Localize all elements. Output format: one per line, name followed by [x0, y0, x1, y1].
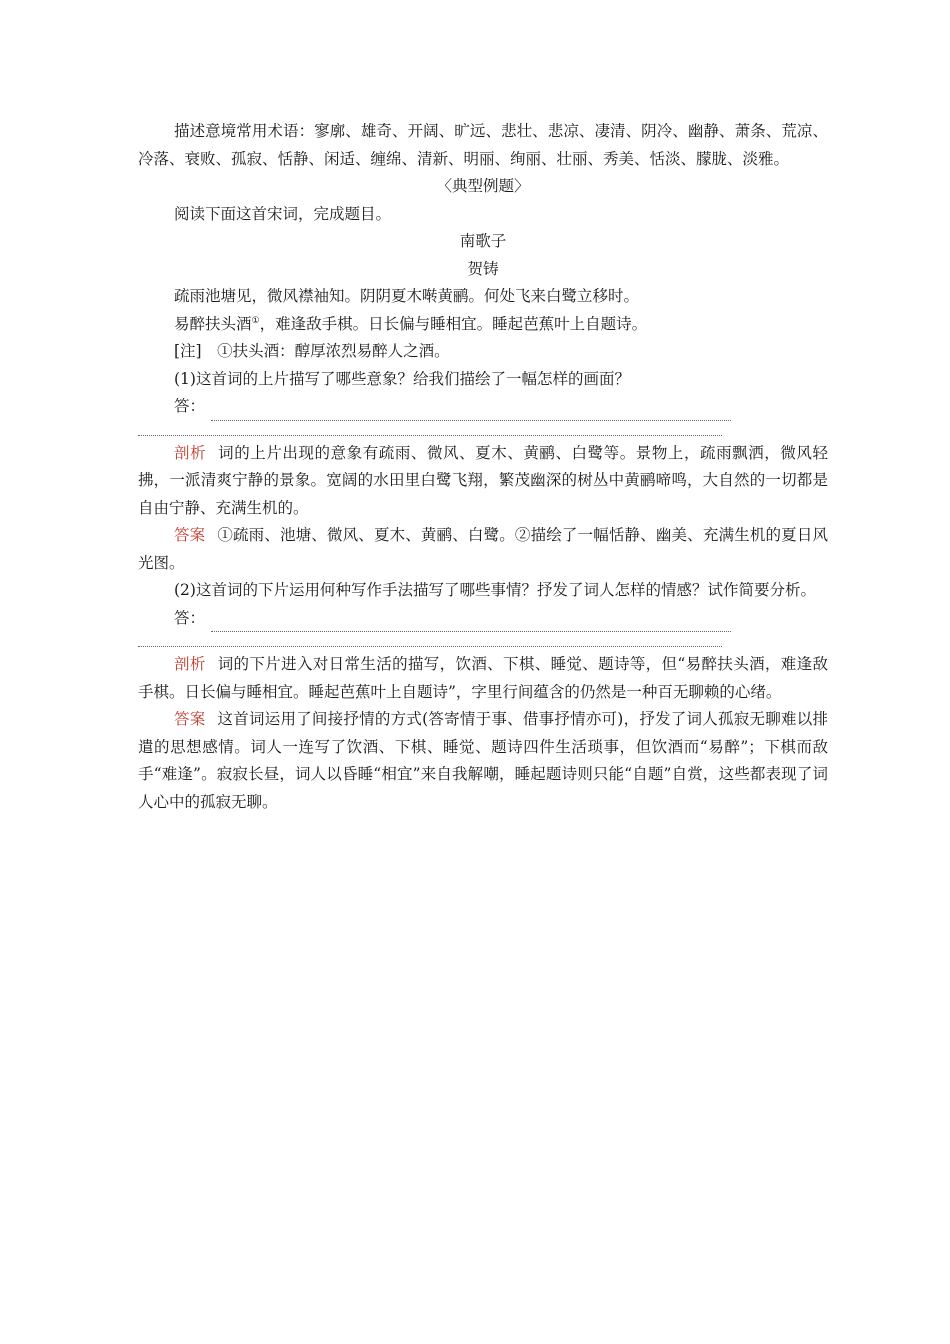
answer-text-2: 这首词运用了间接抒情的方式(答寄情于事、借事抒情亦可)，抒发了词人孤寂无聊难以排遣的思想感情。词人一连写了饮酒、下棋、睡觉、题诗四件生活琐事，但饮酒而“易醉”；下棋而敌手“难逢”。寂寂长昼，词人以昏睡“相宜”来自我解嘲，睡起题诗则只能“自题”自赏，这些都表现了词人心中的孤寂无聊。 — [138, 710, 828, 811]
poem-line-2-part-a: 易醉扶头酒 — [174, 314, 252, 333]
answer-label-2: 答案 — [174, 710, 206, 728]
question-1: (1)这首词的上片描写了哪些意象？给我们描绘了一幅怎样的画面？ — [174, 369, 630, 388]
answer-line-1[interactable] — [211, 404, 731, 421]
analysis-2 — [138, 651, 828, 706]
answer-text-1: ①疏雨、池塘、微风、夏木、黄鹂、白鹭。②描绘了一幅恬静、幽美、充满生机的夏日风光图。 — [138, 526, 828, 572]
terms-paragraph: 描述意境常用术语：寥廓、雄奇、开阔、旷远、悲壮、悲凉、凄清、阴冷、幽静、萧条、荒凉、冷落、衰败、孤寂、恬静、闲适、缠绵、清新、明丽、绚丽、壮丽、秀美、恬淡、朦胧、淡雅。 — [138, 122, 828, 168]
answer-line-2[interactable] — [211, 615, 731, 632]
answer-2 — [138, 706, 828, 816]
poem-author: 贺铸 — [467, 259, 499, 278]
answer-label-1: 答案 — [174, 526, 206, 544]
answer-prefix-2: 答： — [174, 608, 206, 627]
question-2: (2)这首词的下片运用何种写作手法描写了哪些事情？抒发了词人怎样的情感？试作简要分析。 — [174, 581, 816, 599]
poem-line-1: 疏雨池塘见，微风襟袖知。阴阴夏木啭黄鹂。何处飞来白鹭立移时。 — [174, 287, 640, 305]
section-heading: 〈典型例题〉 — [436, 177, 530, 195]
document-page — [138, 118, 828, 816]
analysis-text-1: 词的上片出现的意象有疏雨、微风、夏木、黄鹂、白鹭等。景物上，疏雨飘洒，微风轻拂，一派清爽宁静的景象。宽阔的水田里白鹭飞翔，繁茂幽深的树丛中黄鹂啼鸣，大自然的一切都是自由宁静、充满生机的。 — [138, 443, 828, 517]
poem-note: [注] ①扶头酒：醇厚浓烈易醉人之酒。 — [174, 342, 450, 360]
answer-line-2b[interactable] — [138, 632, 722, 647]
analysis-label-2: 剖析 — [174, 655, 206, 673]
analysis-label-1: 剖析 — [174, 443, 207, 462]
poem-title: 南歌子 — [459, 232, 507, 250]
instruction: 阅读下面这首宋词，完成题目。 — [174, 204, 392, 223]
poem-line-2 — [138, 311, 828, 339]
answer-prefix-1: 答： — [174, 397, 206, 415]
poem-line-2-part-b: ，难逢敌手棋。日长偏与睡相宜。睡起芭蕉叶上自题诗。 — [259, 314, 648, 333]
note-marker: ① — [251, 315, 260, 326]
analysis-1 — [138, 440, 828, 523]
answer-area-1 — [138, 393, 828, 421]
analysis-text-2: 词的下片进入对日常生活的描写，饮酒、下棋、睡觉、题诗等，但“易醉扶头酒，难逢敌手棋。日长偏与睡相宜。睡起芭蕉叶上自题诗”，字里行间蕴含的仍然是一种百无聊赖的心绪。 — [138, 655, 828, 701]
answer-1 — [138, 522, 828, 577]
answer-line-1b[interactable] — [138, 421, 722, 436]
answer-area-2 — [138, 605, 828, 633]
